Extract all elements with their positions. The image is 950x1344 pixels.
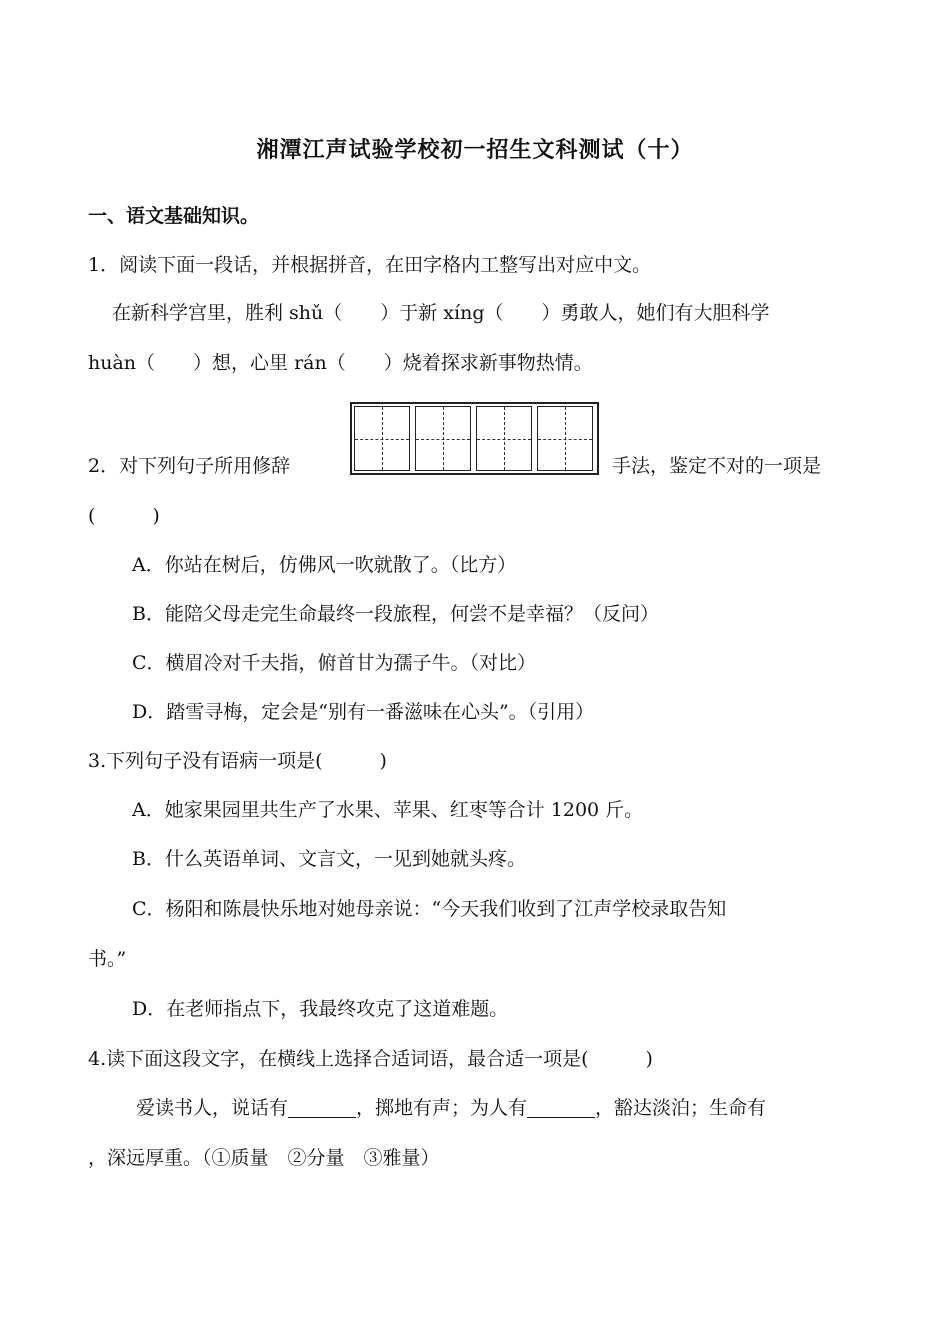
question-3-option-a: A．她家果园里共生产了水果、苹果、红枣等合计 1200 斤。 — [132, 799, 644, 821]
page-title: 湘潭江声试验学校初一招生文科测试（十） — [256, 137, 694, 163]
tianzige-cell[interactable] — [476, 406, 532, 471]
fill-blank-1[interactable] — [288, 1099, 356, 1118]
question-2-option-a: A．你站在树后，仿佛风一吹就散了。（比方） — [132, 554, 517, 576]
passage-segment: ，掷地有声；为人有 — [356, 1097, 528, 1119]
question-3-option-b: B．什么英语单词、文言文，一见到她就头疼。 — [132, 848, 526, 870]
question-2-stem-left: 2．对下列句子所用修辞 — [88, 455, 291, 477]
question-2-answer-paren: ( ) — [88, 505, 160, 527]
question-3-option-d: D．在老师指点下，我最终攻克了这道难题。 — [132, 998, 509, 1020]
question-3-stem: 3.下列句子没有语病一项是( ) — [88, 750, 387, 772]
question-3-option-c: C．杨阳和陈晨快乐地对她母亲说：“今天我们收到了江声学校录取告知 — [132, 898, 727, 920]
question-4-stem: 4.读下面这段文字，在横线上选择合适词语，最合适一项是( ) — [88, 1048, 653, 1070]
question-3-option-c-continued: 书。” — [88, 948, 127, 970]
question-1-stem: 1．阅读下面一段话，并根据拼音，在田字格内工整写出对应中文。 — [88, 254, 652, 276]
tianzige-cell[interactable] — [354, 406, 410, 471]
tianzige-writing-grid[interactable] — [350, 402, 599, 475]
tianzige-cell[interactable] — [537, 406, 593, 471]
fill-blank-2[interactable] — [527, 1099, 595, 1118]
question-2-option-d: D．踏雪寻梅，定会是“别有一番滋味在心头”。（引用） — [132, 701, 595, 723]
question-4-passage-line-2: ，深远厚重。（①质量 ②分量 ③雅量） — [88, 1147, 440, 1169]
tianzige-cell[interactable] — [415, 406, 471, 471]
question-1-passage-line-2: huàn（ ）想，心里 rán（ ）烧着探求新事物热情。 — [88, 352, 593, 374]
question-2-option-b: B．能陪父母走完生命最终一段旅程，何尝不是幸福？（反问） — [132, 603, 659, 625]
section-heading: 一、语文基础知识。 — [88, 205, 260, 227]
passage-segment: 爱读书人，说话有 — [136, 1097, 289, 1119]
question-2-stem-right: 手法，鉴定不对的一项是 — [612, 455, 822, 477]
question-2-option-c: C．横眉冷对千夫指，俯首甘为孺子牛。（对比） — [132, 652, 537, 674]
question-1-passage-line-1: 在新科学宫里，胜利 shǔ（ ）于新 xíng（ ）勇敢人，她们有大胆科学 — [112, 302, 770, 324]
question-4-passage-line-1 — [136, 1099, 766, 1118]
passage-segment: ，豁达淡泊；生命有 — [595, 1097, 767, 1119]
